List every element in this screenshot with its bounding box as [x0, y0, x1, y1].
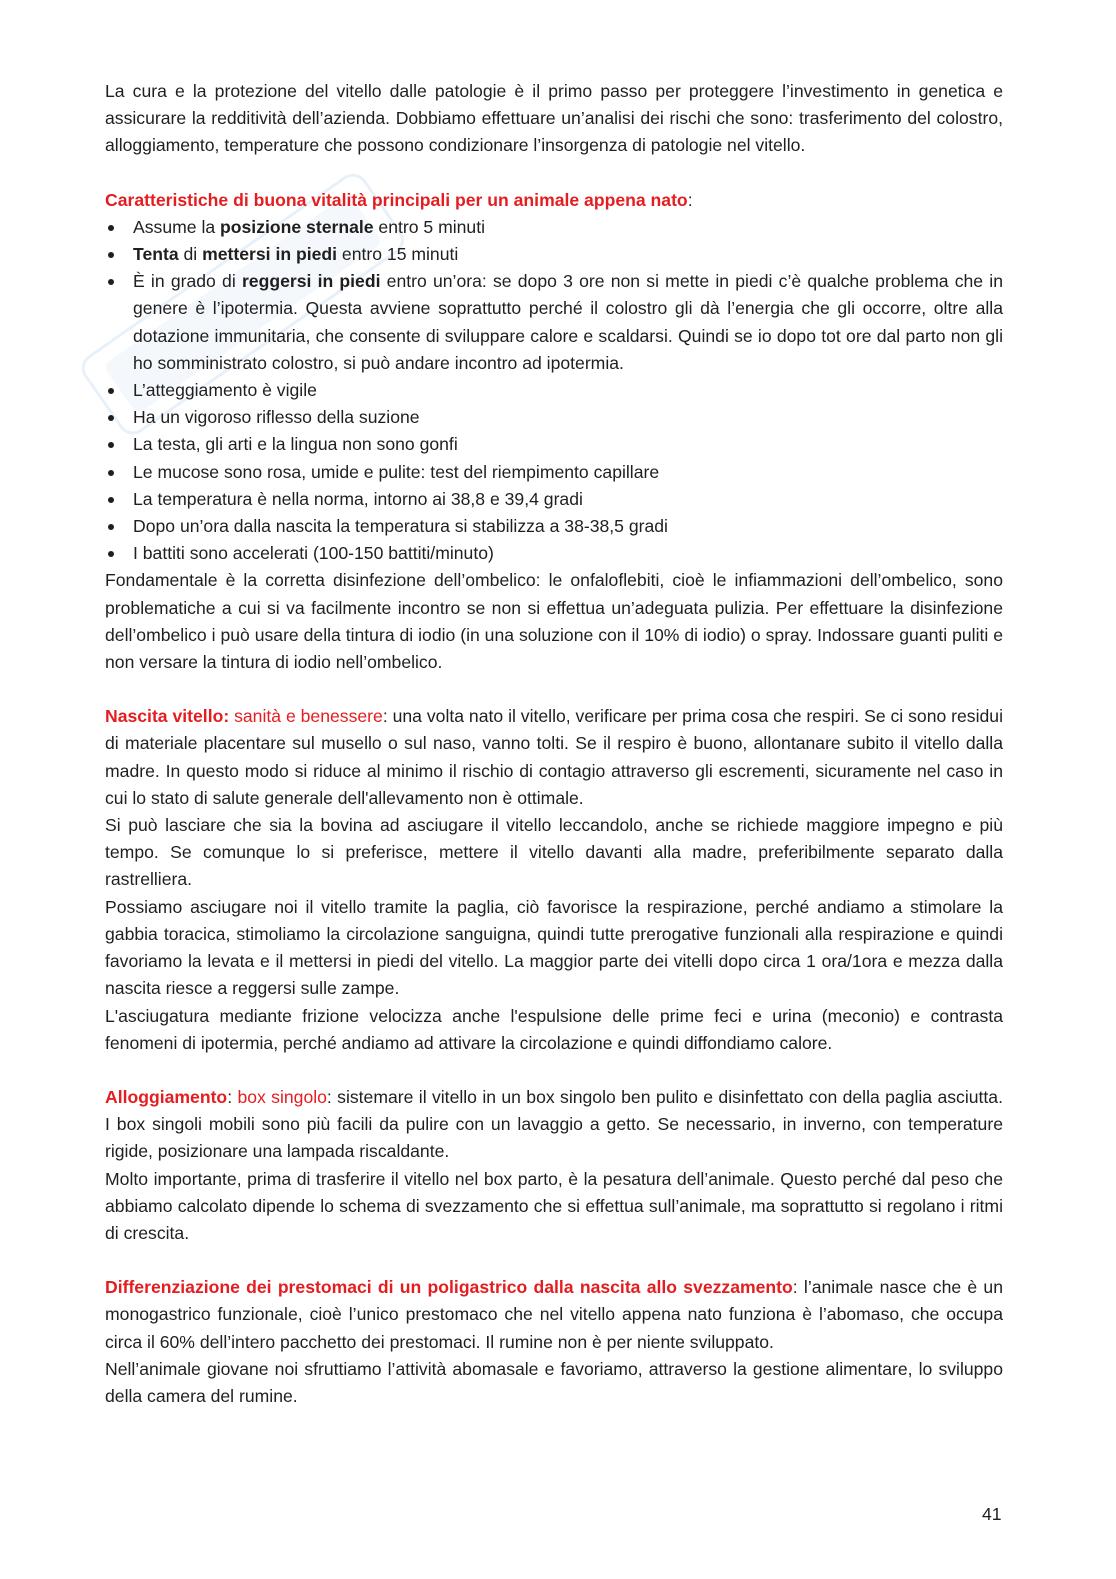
housing-subheading: box singolo	[237, 1086, 327, 1107]
stomach-paragraph: Differenziazione dei prestomaci di un poligastrico dalla nascita allo svezzamento: l’animale nasce che è un monogastrico funzionale, cioè l’unico prestomaco che nel vitello appena nato funziona è l’abomaso, che occupa circa il 60% dell’intero pacchetto dei prestomaci. Il rumine non è per niente sviluppato.	[105, 1277, 1003, 1352]
birth-paragraph: Nascita vitello: sanità e benessere: una volta nato il vitello, verificare per prima cosa che respiri. Se ci sono residui di materiale placentare sul musello o sul naso, vanno tolti. Se il respiro è buono, allontanare subito il vitello dalla madre. In questo modo si riduce al minimo il rischio di contagio attraverso gli escrementi, sicuramente nel caso in cui lo stato di salute generale dell'allevamento non è ottimale.	[105, 706, 1003, 808]
list-item: La testa, gli arti e la lingua non sono gonfi	[105, 431, 1003, 458]
list-item: La temperatura è nella norma, intorno ai 38,8 e 39,4 gradi	[105, 486, 1003, 513]
vitality-list	[105, 214, 1003, 568]
birth-paragraph-2: Si può lasciare che sia la bovina ad asciugare il vitello leccandolo, anche se richiede maggiore impegno e più tempo. Se comunque lo si preferisce, mettere il vitello davanti alla madre, preferibilmente separato dalla rastrelliera.	[105, 815, 1003, 890]
list-item: Ha un vigoroso riflesso della suzione	[105, 404, 1003, 431]
umbilical-paragraph: Fondamentale è la corretta disinfezione dell’ombelico: le onfaloflebiti, cioè le infiammazioni dell’ombelico, sono problematiche a cui si va facilmente incontro se non si effettua un’adeguata pulizia. Per effettuare la disinfezione dell’ombelico i può usare della tintura di iodio (in una soluzione con il 10% di iodio) o spray. Indossare guanti puliti e non versare la tintura di iodio nell’ombelico.	[105, 570, 1003, 673]
list-item: Assume la posizione sternale entro 5 minuti	[105, 214, 1003, 241]
housing-paragraph-2: Molto importante, prima di trasferire il vitello nel box parto, è la pesatura dell’animale. Questo perché dal peso che abbiamo calcolato dipende lo schema di svezzamento che si effettua sull’animale, ma soprattutto si regolano i ritmi di crescita.	[105, 1168, 1003, 1243]
vitality-heading-line: Caratteristiche di buona vitalità principali per un animale appena nato:	[105, 189, 693, 210]
page-content	[105, 78, 1003, 1410]
housing-heading: Alloggiamento	[105, 1086, 228, 1107]
birth-paragraph-3: Possiamo asciugare noi il vitello tramite la paglia, ciò favorisce la respirazione, perché andiamo a stimolare la gabbia toracica, stimoliamo la circolazione sanguigna, quindi tutte prerogative funzionali alla respirazione e quindi favoriamo la levata e il mettersi in piedi del vitello. La maggior parte dei vitelli dopo circa 1 ora/1ora e mezza dalla nascita riesce a reggersi sulle zampe.	[105, 896, 1003, 999]
list-item: Le mucose sono rosa, umide e pulite: test del riempimento capillare	[105, 459, 1003, 486]
list-item: Dopo un’ora dalla nascita la temperatura si stabilizza a 38-38,5 gradi	[105, 513, 1003, 540]
birth-subheading: sanità e benessere	[229, 706, 383, 727]
list-item: È in grado di reggersi in piedi entro un’ora: se dopo 3 ore non si mette in piedi c’è qualche problema che in genere è l’ipotermia. Questa avviene soprattutto perché il colostro gli dà l’energia che gli occorre, oltre alla dotazione immunitaria, che consente di sviluppare calore e scaldarsi. Quindi se io dopo tot ore dal parto non gli ho somministrato colostro, si può andare incontro ad ipotermia.	[105, 268, 1003, 377]
page-number: 41	[982, 1504, 1002, 1524]
intro-paragraph: La cura e la protezione del vitello dalle patologie è il primo passo per proteggere l’investimento in genetica e assicurare la redditività dell’azienda. Dobbiamo effettuare un’analisi dei rischi che sono: trasferimento del colostro, alloggiamento, temperature che possono condizionare l’insorgenza di patologie nel vitello.	[105, 81, 1003, 156]
vitality-heading: Caratteristiche di buona vitalità principali per un animale appena nato	[105, 189, 688, 210]
stomach-heading: Differenziazione dei prestomaci di un poligastrico dalla nascita allo svezzamento	[105, 1277, 793, 1298]
stomach-paragraph-2: Nell’animale giovane noi sfruttiamo l’attività abomasale e favoriamo, attraverso la gestione alimentare, lo sviluppo della camera del rumine.	[105, 1358, 1003, 1406]
housing-paragraph: Alloggiamento: box singolo: sistemare il vitello in un box singolo ben pulito e disinfettato con della paglia asciutta. I box singoli mobili sono più facili da pulire con un lavaggio a getto. Se necessario, in inverno, con temperature rigide, posizionare una lampada riscaldante.	[105, 1086, 1003, 1162]
list-item: I battiti sono accelerati (100-150 battiti/minuto)	[105, 540, 1003, 567]
list-item: Tenta di mettersi in piedi entro 15 minuti	[105, 241, 1003, 268]
birth-paragraph-4: L'asciugatura mediante frizione velocizza anche l'espulsione delle prime feci e urina (meconio) e contrasta fenomeni di ipotermia, perché andiamo ad attivare la circolazione e quindi diffondiamo calore.	[105, 1005, 1003, 1053]
birth-heading: Nascita vitello:	[105, 706, 230, 727]
list-item: L’atteggiamento è vigile	[105, 377, 1003, 404]
